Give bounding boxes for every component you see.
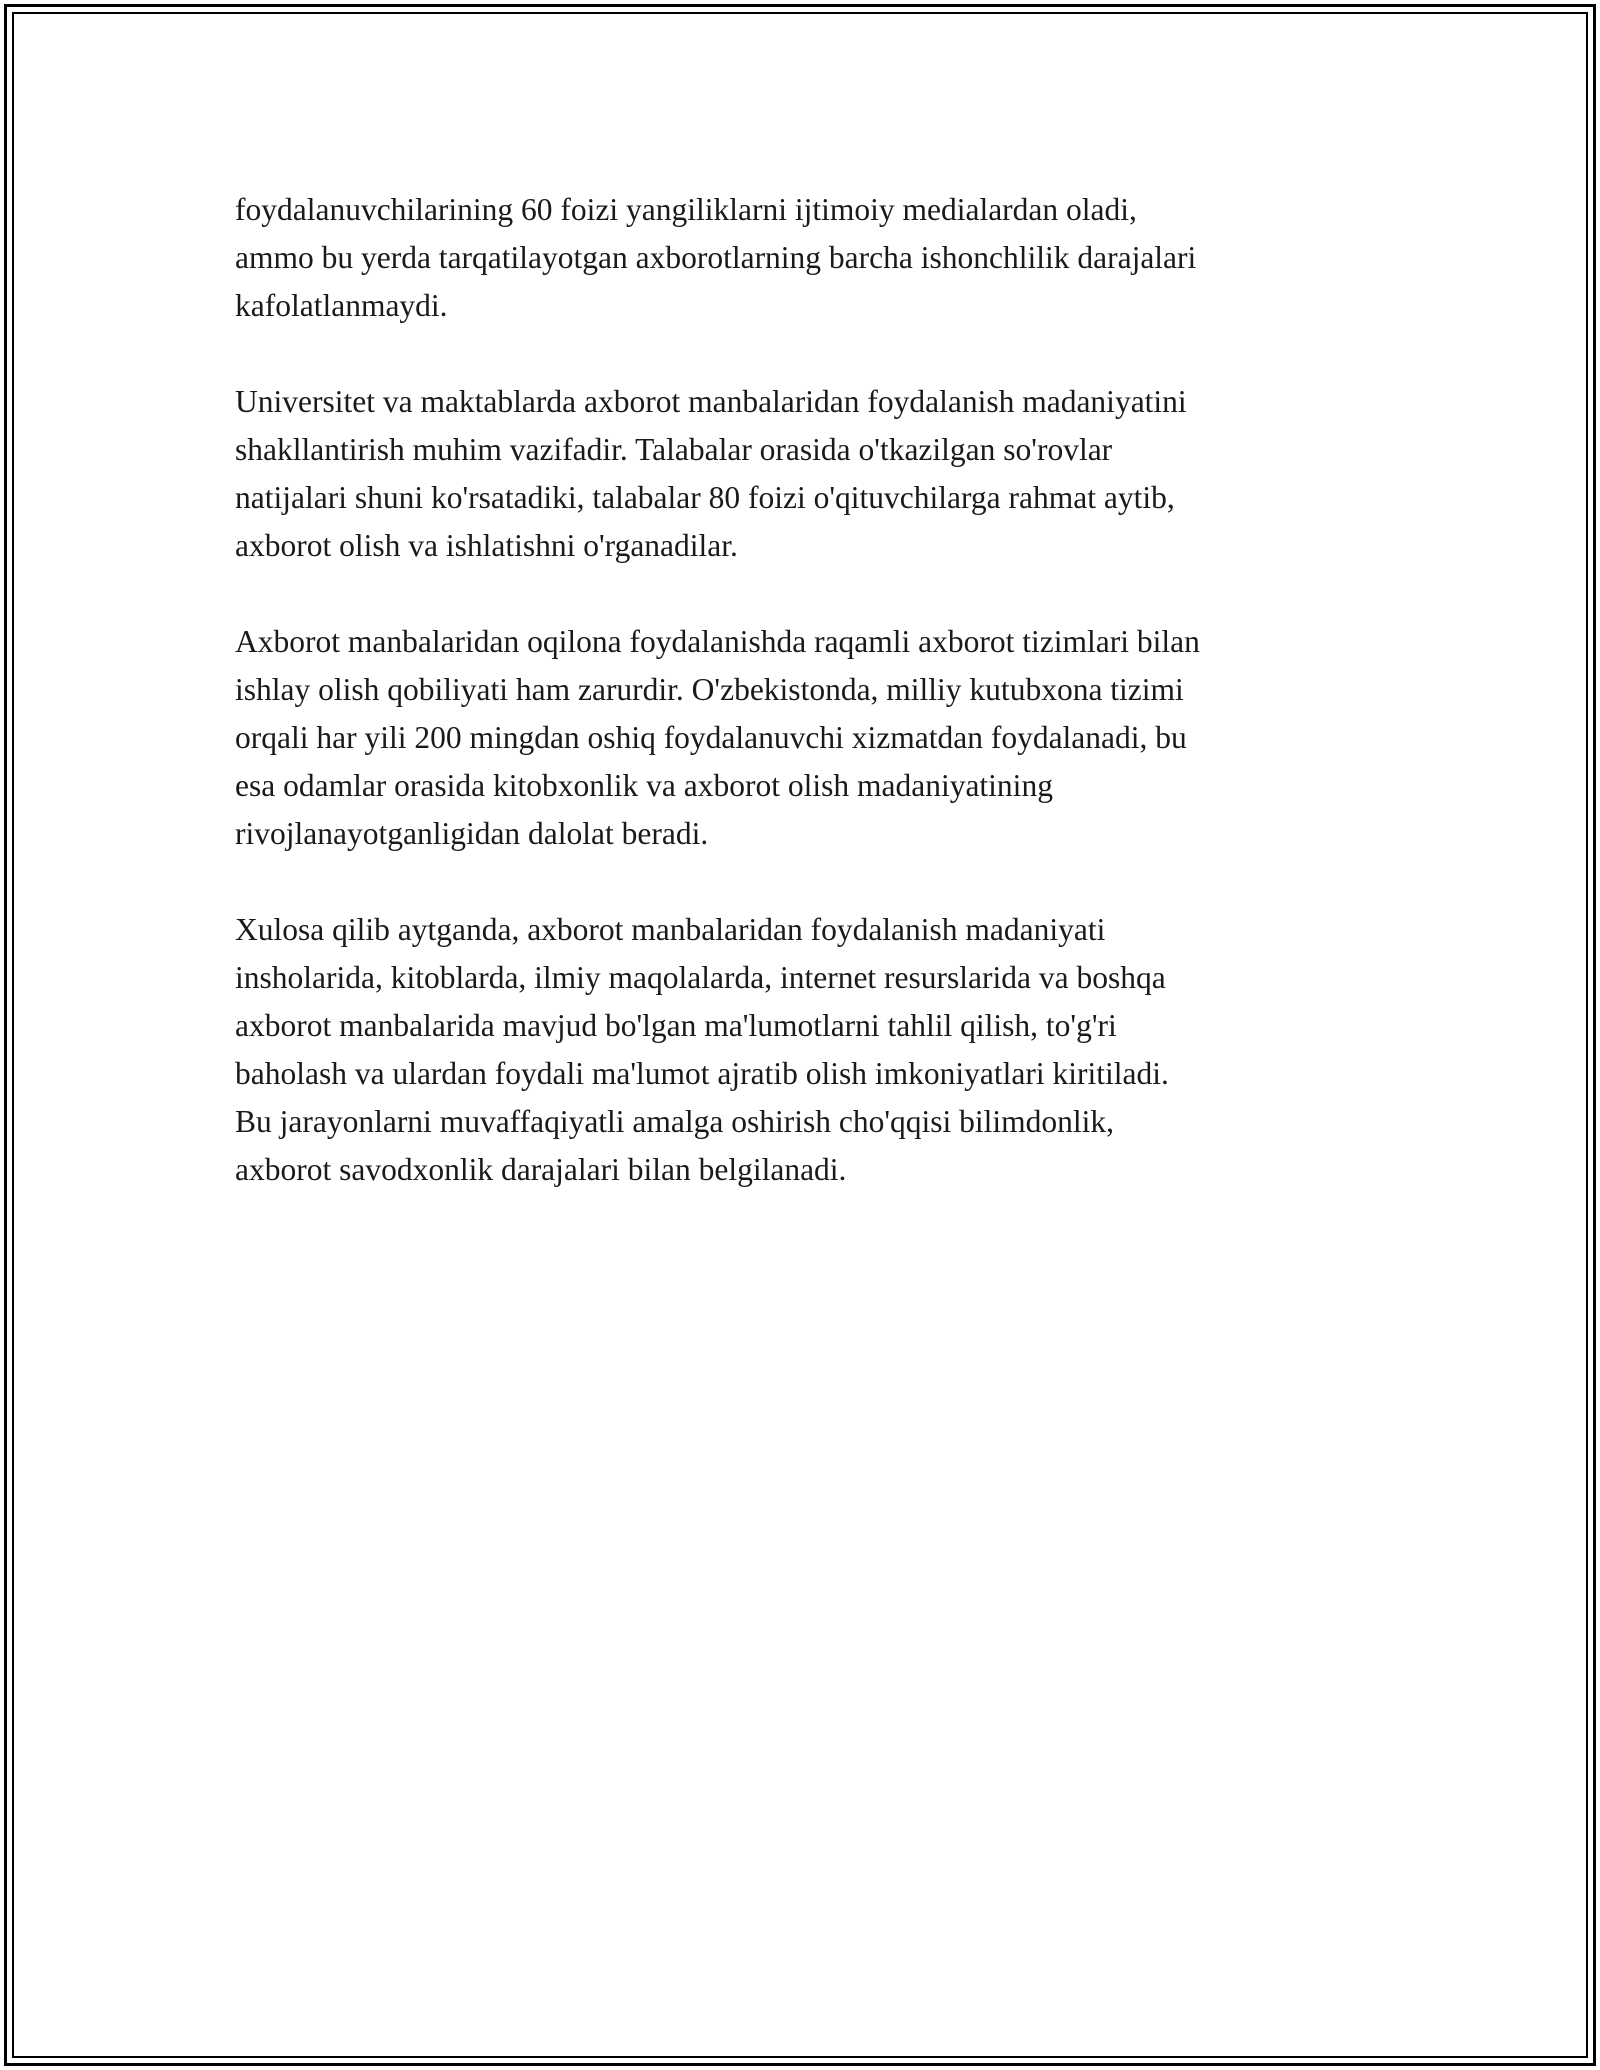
text-line: axborot olish va ishlatishni o'rganadilar. xyxy=(235,528,738,563)
text-line: ammo bu yerda tarqatilayotgan axborotlarning barcha ishonchlilik darajalari xyxy=(235,240,1197,275)
text-line: axborot savodxonlik darajalari bilan belgilanadi. xyxy=(235,1152,847,1187)
text-line: ishlay olish qobiliyati ham zarurdir. O'zbekistonda, milliy kutubxona tizimi xyxy=(235,672,1184,707)
text-line: kafolatlanmaydi. xyxy=(235,288,448,323)
text-line: esa odamlar orasida kitobxonlik va axborot olish madaniyatining xyxy=(235,768,1053,803)
text-line: axborot manbalarida mavjud bo'lgan ma'lumotlarni tahlil qilish, to'g'ri xyxy=(235,1008,1117,1043)
text-line: shakllantirish muhim vazifadir. Talabalar orasida o'tkazilgan so'rovlar xyxy=(235,432,1113,467)
text-line: insholarida, kitoblarda, ilmiy maqolalarda, internet resurslarida va boshqa xyxy=(235,960,1166,995)
text-line: Axborot manbalaridan oqilona foydalanishda raqamli axborot tizimlari bilan xyxy=(235,624,1200,659)
text-line: Xulosa qilib aytganda, axborot manbalaridan foydalanish madaniyati xyxy=(235,912,1106,947)
text-line: foydalanuvchilarining 60 foizi yangiliklarni ijtimoiy medialardan oladi, xyxy=(235,192,1137,227)
paragraph-3 xyxy=(235,618,1375,858)
text-line: Bu jarayonlarni muvaffaqiyatli amalga oshirish cho'qqisi bilimdonlik, xyxy=(235,1104,1115,1139)
text-line: rivojlanayotganligidan dalolat beradi. xyxy=(235,816,709,851)
document-body xyxy=(235,186,1375,1242)
text-line: baholash va ulardan foydali ma'lumot ajratib olish imkoniyatlari kiritiladi. xyxy=(235,1056,1169,1091)
text-line: orqali har yili 200 mingdan oshiq foydalanuvchi xizmatdan foydalanadi, bu xyxy=(235,720,1187,755)
text-line: Universitet va maktablarda axborot manbalaridan foydalanish madaniyatini xyxy=(235,384,1187,419)
paragraph-1 xyxy=(235,186,1375,330)
paragraph-4 xyxy=(235,906,1375,1194)
text-line: natijalari shuni ko'rsatadiki, talabalar 80 foizi o'qituvchilarga rahmat aytib, xyxy=(235,480,1175,515)
paragraph-2 xyxy=(235,378,1375,570)
